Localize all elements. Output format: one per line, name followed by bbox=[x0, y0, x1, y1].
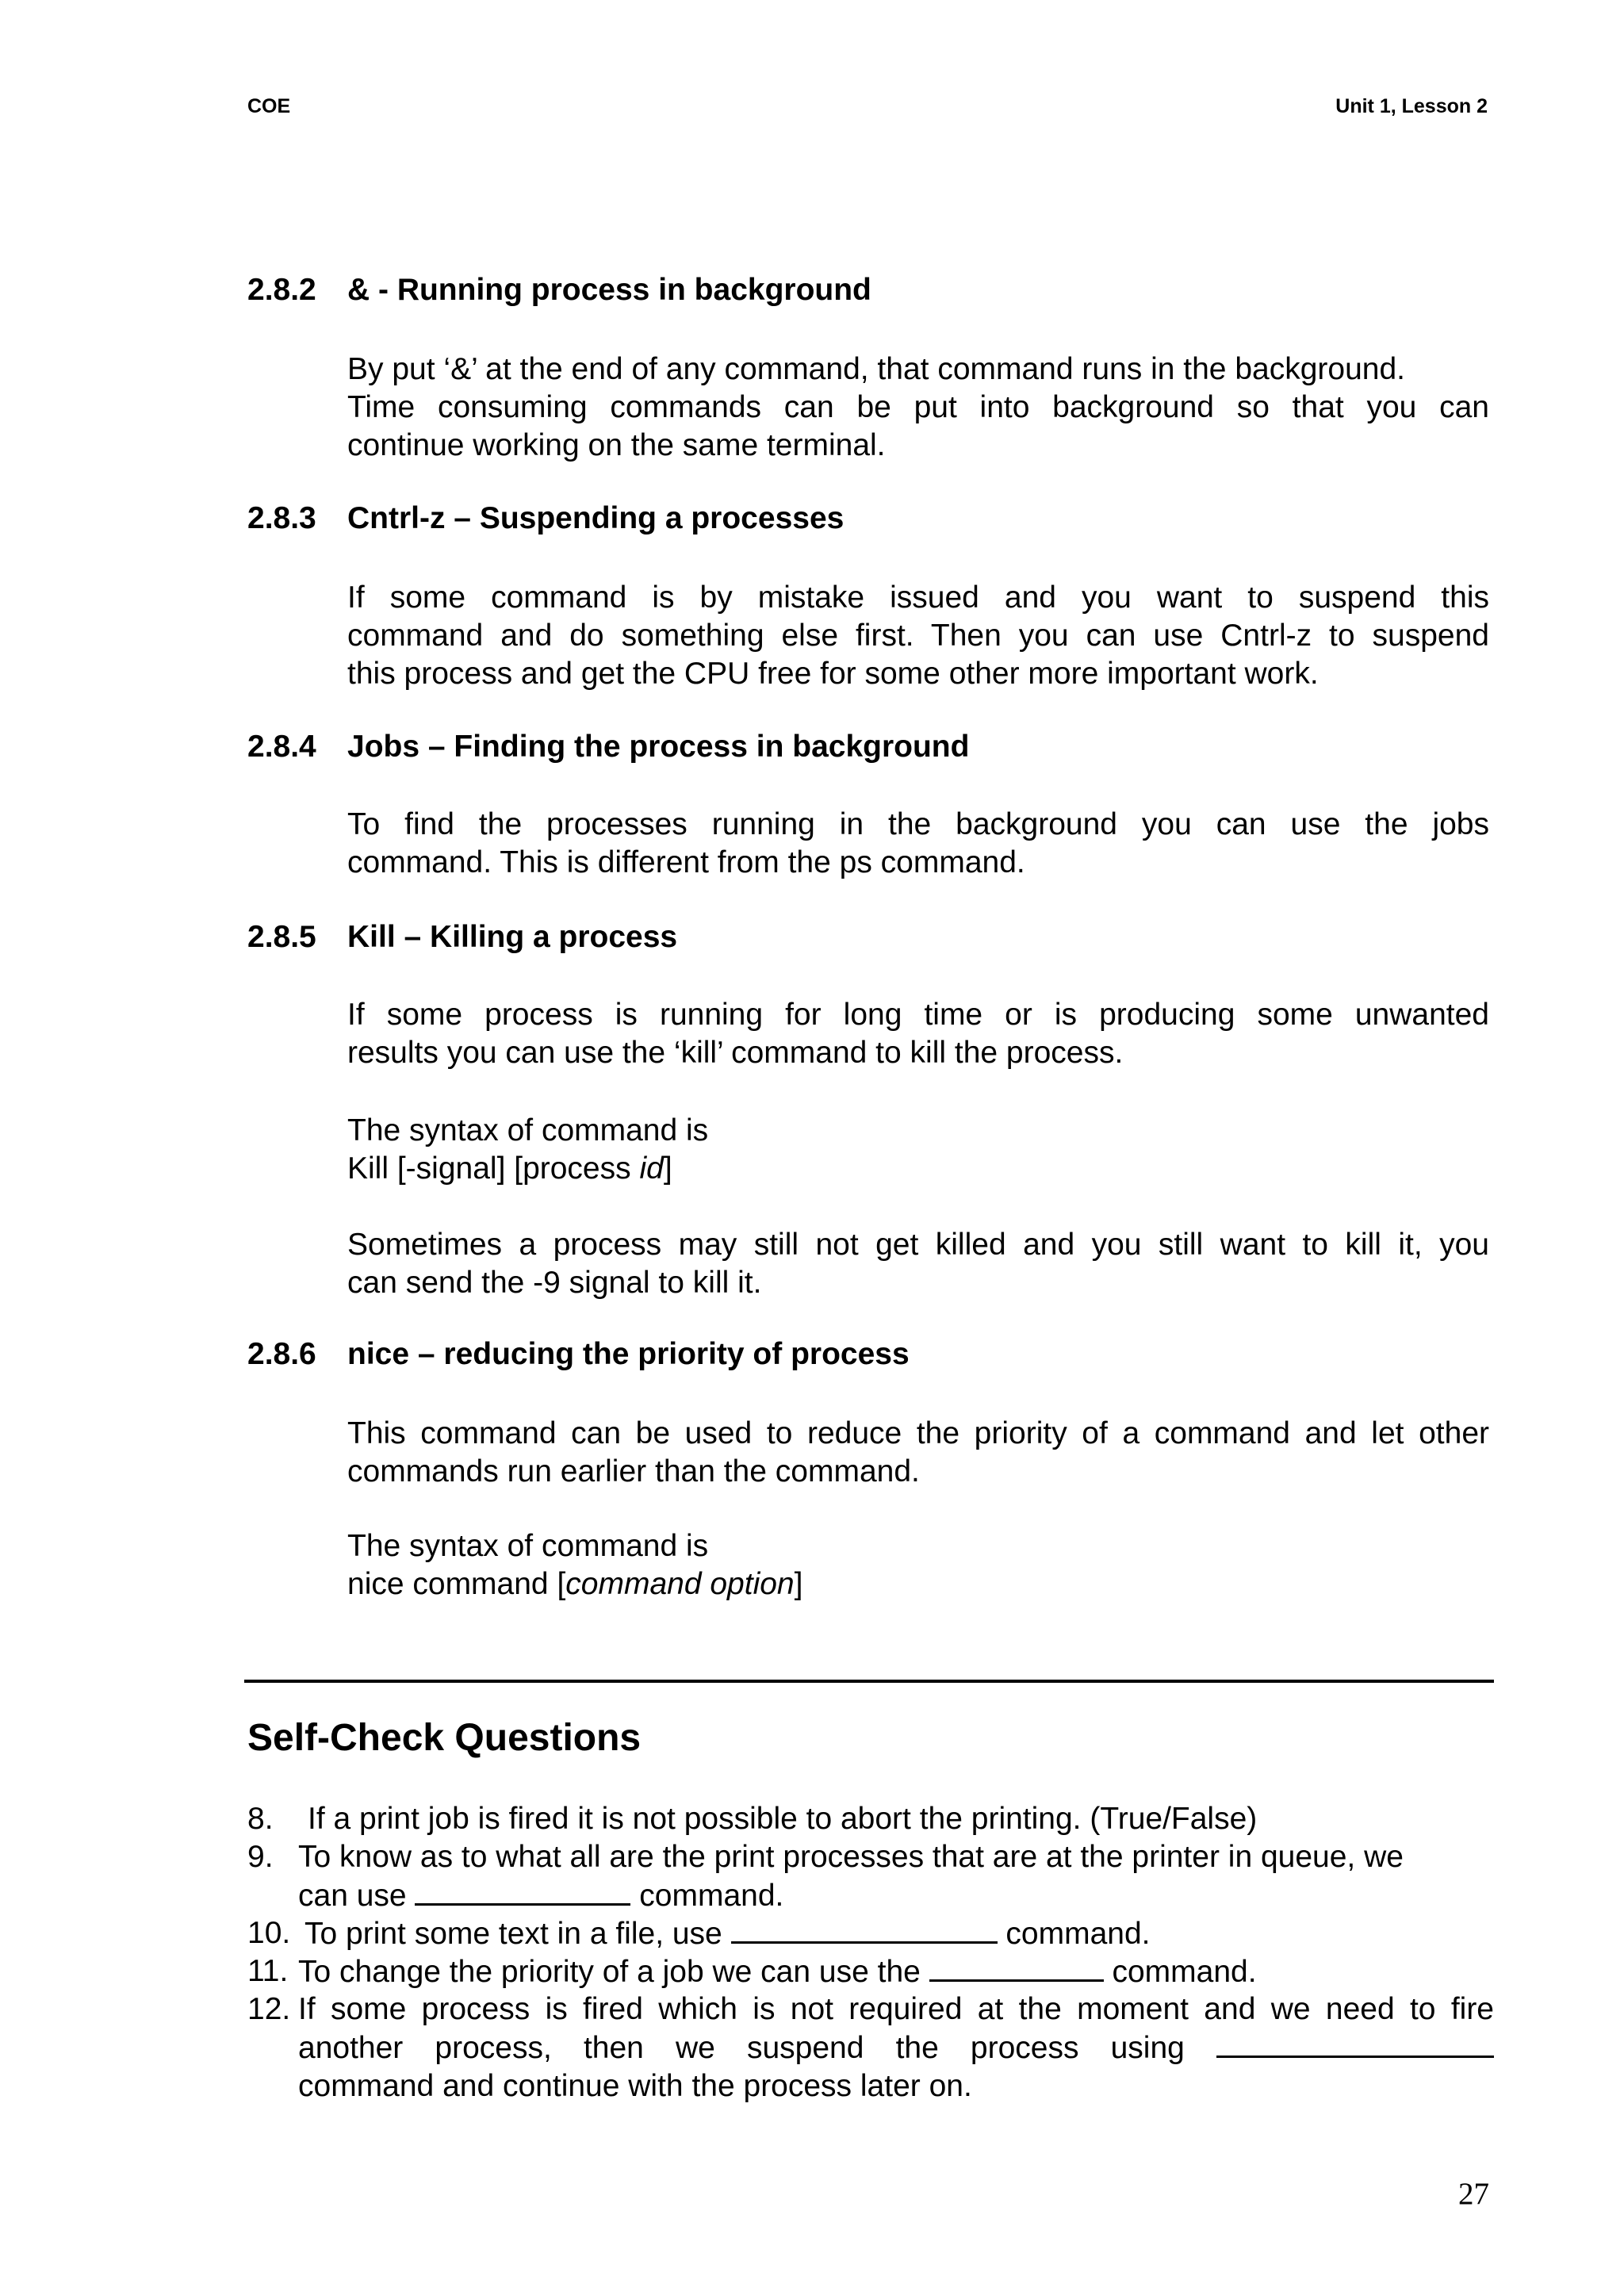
page-number: 27 bbox=[1458, 2177, 1489, 2211]
section-paragraph bbox=[347, 579, 1489, 693]
question-text bbox=[298, 1876, 1494, 1915]
section-heading bbox=[247, 501, 844, 536]
paragraph-line: command and do something else first. Then you can use Cntrl-z to suspend bbox=[347, 619, 1489, 653]
question-item bbox=[247, 1990, 1494, 2105]
answer-blank bbox=[731, 1914, 998, 1944]
syntax-line bbox=[347, 1150, 1489, 1188]
syntax-line bbox=[347, 1565, 1489, 1603]
section-divider bbox=[244, 1680, 1494, 1683]
section-paragraph bbox=[347, 351, 1489, 465]
section-number: 2.8.6 bbox=[247, 1337, 316, 1371]
section-number: 2.8.3 bbox=[247, 501, 316, 535]
section-title: & - Running process in background bbox=[347, 273, 871, 307]
paragraph-line: continue working on the same terminal. bbox=[347, 428, 886, 462]
section-number: 2.8.5 bbox=[247, 920, 316, 954]
syntax-text: Kill [-signal] [process bbox=[347, 1151, 640, 1186]
header-right: Unit 1, Lesson 2 bbox=[1335, 95, 1488, 117]
answer-blank bbox=[415, 1876, 630, 1906]
paragraph-line: can send the -9 signal to kill it. bbox=[347, 1266, 762, 1300]
paragraph-line: To find the processes running in the background you can use the jobs bbox=[347, 807, 1489, 841]
paragraph-line: This command can be used to reduce the priority of a command and let other bbox=[347, 1416, 1489, 1450]
question-text bbox=[304, 1914, 1494, 1953]
question-text: If some process is fired which is not required at the moment and we need to fire bbox=[298, 1992, 1494, 2026]
answer-blank bbox=[929, 1952, 1104, 1982]
question-item bbox=[247, 1800, 1494, 1838]
paragraph-line: command. This is different from the ps command. bbox=[347, 845, 1025, 879]
section-title: Jobs – Finding the process in background bbox=[347, 730, 970, 764]
question-item bbox=[247, 1914, 1494, 1953]
paragraph-line: Sometimes a process may still not get killed and you still want to kill it, you bbox=[347, 1228, 1489, 1262]
question-text-part: command. bbox=[1103, 1955, 1257, 1989]
self-check-title: Self-Check Questions bbox=[247, 1717, 642, 1759]
paragraph-line: results you can use the ‘kill’ command to kill the process. bbox=[347, 1036, 1124, 1070]
paragraph-line: Time consuming commands can be put into background so that you can bbox=[347, 390, 1489, 424]
paragraph-line: If some command is by mistake issued and you want to suspend this bbox=[347, 580, 1489, 615]
paragraph-line: The syntax of command is bbox=[347, 1113, 709, 1148]
question-text-part: command. bbox=[997, 1917, 1151, 1951]
section-paragraph bbox=[347, 1415, 1489, 1491]
question-number: 8. bbox=[247, 1802, 274, 1836]
section-title: Cntrl-z – Suspending a processes bbox=[347, 501, 845, 535]
syntax-text: ] bbox=[794, 1567, 803, 1601]
question-text bbox=[298, 1952, 1494, 1991]
section-paragraph bbox=[347, 806, 1489, 882]
question-item bbox=[247, 1838, 1494, 1915]
syntax-italic: id bbox=[639, 1151, 664, 1186]
question-number: 11. bbox=[247, 1954, 289, 1988]
syntax-text: nice command [ bbox=[347, 1567, 566, 1601]
syntax-block bbox=[347, 1527, 1489, 1603]
section-title: nice – reducing the priority of process bbox=[347, 1337, 910, 1371]
question-text-part: To print some text in a file, use bbox=[304, 1917, 731, 1951]
question-text-part: can use bbox=[298, 1879, 416, 1913]
section-heading bbox=[247, 1337, 910, 1372]
header-left: COE bbox=[247, 95, 291, 117]
section-number: 2.8.2 bbox=[247, 273, 316, 307]
section-title: Kill – Killing a process bbox=[347, 920, 678, 954]
question-text: To know as to what all are the print processes that are at the printer in queue, we bbox=[298, 1840, 1404, 1874]
question-item bbox=[247, 1952, 1494, 1991]
question-text-part: To change the priority of a job we can use the bbox=[298, 1955, 929, 1989]
question-text-part: command. bbox=[630, 1879, 784, 1913]
section-paragraph bbox=[347, 1226, 1489, 1302]
answer-blank bbox=[1216, 2029, 1494, 2058]
question-text: If a print job is fired it is not possible to abort the printing. (True/False) bbox=[308, 1802, 1258, 1836]
section-paragraph bbox=[347, 996, 1489, 1072]
section-heading bbox=[247, 920, 677, 955]
question-text-part: another process, then we suspend the process using bbox=[298, 2031, 1185, 2065]
section-heading bbox=[247, 730, 969, 764]
question-number: 12. bbox=[247, 1992, 291, 2026]
question-number: 10. bbox=[247, 1916, 291, 1950]
question-text bbox=[298, 2029, 1494, 2067]
paragraph-line: If some process is running for long time or is producing some unwanted bbox=[347, 998, 1489, 1032]
syntax-italic: command option bbox=[565, 1567, 795, 1601]
section-number: 2.8.4 bbox=[247, 730, 316, 764]
section-heading bbox=[247, 273, 871, 308]
question-text: command and continue with the process later on. bbox=[298, 2069, 972, 2103]
paragraph-line: The syntax of command is bbox=[347, 1529, 709, 1563]
paragraph-line: By put ‘&’ at the end of any command, that command runs in the background. bbox=[347, 352, 1405, 386]
paragraph-line: this process and get the CPU free for some other more important work. bbox=[347, 657, 1319, 691]
syntax-block bbox=[347, 1112, 1489, 1188]
paragraph-line: commands run earlier than the command. bbox=[347, 1454, 920, 1488]
syntax-text: ] bbox=[663, 1151, 672, 1186]
question-number: 9. bbox=[247, 1840, 274, 1874]
